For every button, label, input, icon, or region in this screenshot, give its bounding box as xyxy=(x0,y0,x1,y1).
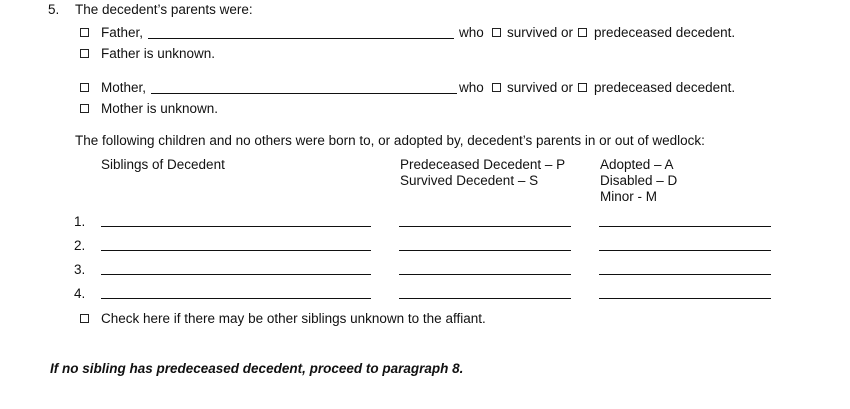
mother-unknown-checkbox[interactable] xyxy=(80,104,89,113)
row-number-3: 3. xyxy=(74,262,86,277)
mother-predeceased-label: predeceased decedent. xyxy=(594,80,736,95)
sibling-type-field-2[interactable] xyxy=(599,250,771,251)
sibling-status-field-1[interactable] xyxy=(399,226,571,227)
other-siblings-checkbox[interactable] xyxy=(80,314,89,323)
father-label: Father, xyxy=(101,25,144,40)
father-checkbox[interactable] xyxy=(80,28,89,37)
father-who-label: who xyxy=(459,25,484,40)
father-unknown-checkbox[interactable] xyxy=(80,49,89,58)
sibling-name-field-1[interactable] xyxy=(101,226,371,227)
sibling-status-field-2[interactable] xyxy=(399,250,571,251)
row-number-2: 2. xyxy=(74,238,86,253)
father-predeceased-label: predeceased decedent. xyxy=(594,25,736,40)
col-type-header-line1: Adopted – A xyxy=(600,157,674,172)
sibling-status-field-4[interactable] xyxy=(399,298,571,299)
father-predeceased-checkbox[interactable] xyxy=(578,28,587,37)
sibling-type-field-1[interactable] xyxy=(599,226,771,227)
row-number-1: 1. xyxy=(74,214,86,229)
father-survived-label: survived or xyxy=(507,25,574,40)
mother-name-field[interactable] xyxy=(151,93,457,94)
row-number-4: 4. xyxy=(74,286,86,301)
col-status-header-line2: Survived Decedent – S xyxy=(400,173,539,188)
sibling-type-field-4[interactable] xyxy=(599,298,771,299)
section-heading: The decedent’s parents were: xyxy=(75,2,253,17)
mother-who-label: who xyxy=(459,80,484,95)
other-siblings-label: Check here if there may be other siblings unknown to the affiant. xyxy=(101,311,486,326)
col-type-header-line3: Minor - M xyxy=(600,189,657,204)
col-type-header-line2: Disabled – D xyxy=(600,173,678,188)
mother-survived-label: survived or xyxy=(507,80,574,95)
sibling-type-field-3[interactable] xyxy=(599,274,771,275)
sibling-name-field-3[interactable] xyxy=(101,274,371,275)
mother-label: Mother, xyxy=(101,80,147,95)
sibling-name-field-4[interactable] xyxy=(101,298,371,299)
mother-checkbox[interactable] xyxy=(80,83,89,92)
mother-unknown-label: Mother is unknown. xyxy=(101,101,219,116)
sibling-name-field-2[interactable] xyxy=(101,250,371,251)
section-number: 5. xyxy=(48,2,60,17)
mother-survived-checkbox[interactable] xyxy=(492,83,501,92)
mother-predeceased-checkbox[interactable] xyxy=(578,83,587,92)
footer-note: If no sibling has predeceased decedent, proceed to paragraph 8. xyxy=(50,361,464,376)
father-name-field[interactable] xyxy=(148,38,454,39)
sibling-status-field-3[interactable] xyxy=(399,274,571,275)
col-siblings-header: Siblings of Decedent xyxy=(101,157,225,172)
father-unknown-label: Father is unknown. xyxy=(101,46,216,61)
children-intro: The following children and no others were born to, or adopted by, decedent’s parents in or out of wedlock: xyxy=(75,133,705,148)
col-status-header-line1: Predeceased Decedent – P xyxy=(400,157,566,172)
father-survived-checkbox[interactable] xyxy=(492,28,501,37)
